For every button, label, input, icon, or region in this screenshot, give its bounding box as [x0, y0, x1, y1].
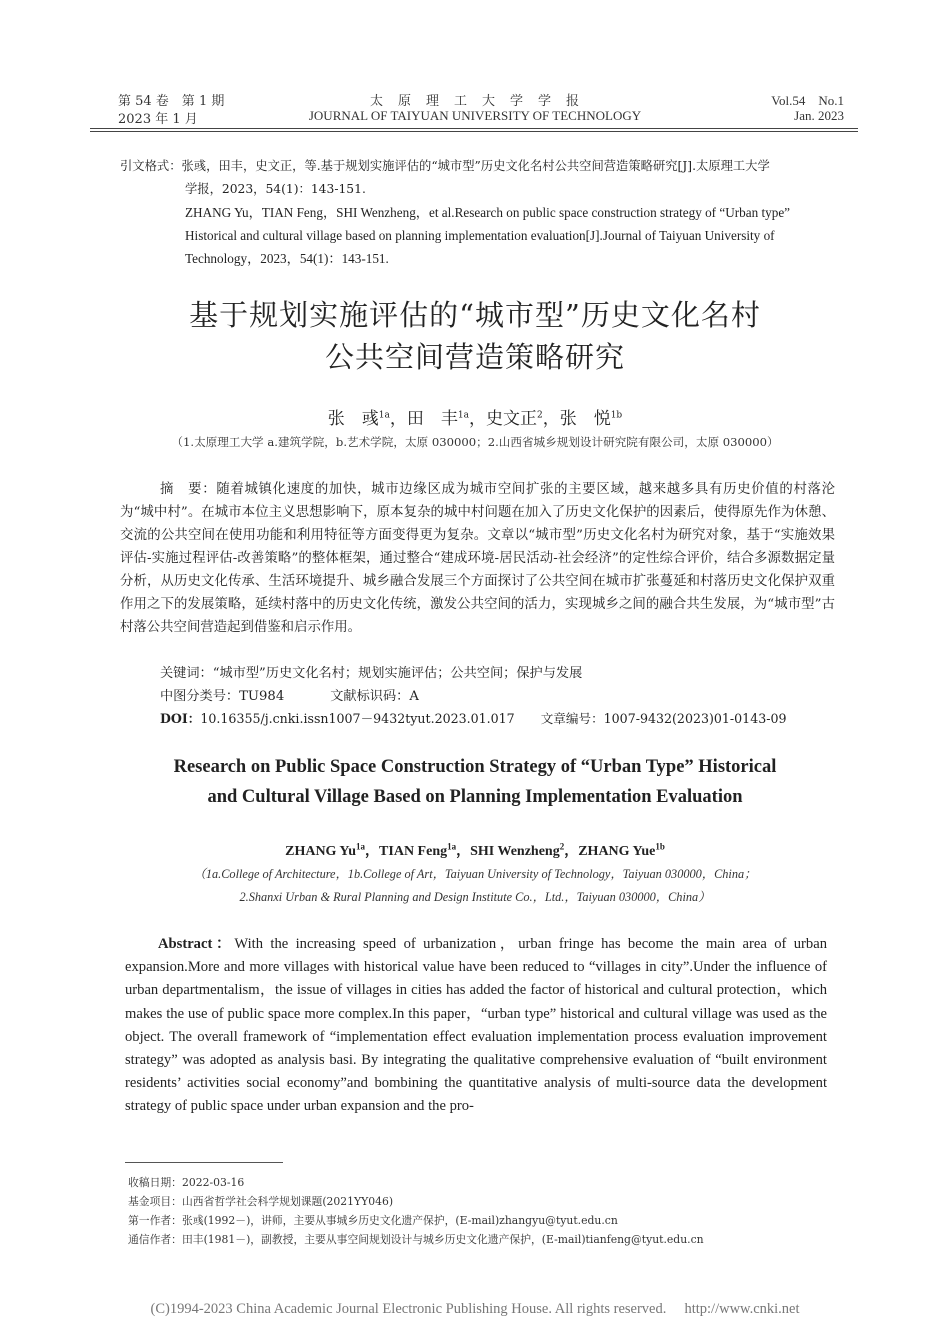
title-en-line2: and Cultural Village Based on Planning Implementation Evaluation — [207, 787, 743, 807]
keywords-label: 关键词： — [160, 666, 213, 681]
author-en: SHI Wenzheng — [470, 844, 560, 859]
citation-cn-line1: 引文格式：张彧，田丰，史文正，等.基于规划实施评估的“城市型”历史文化名村公共空间营造策略研究[J].太原理工大学 — [120, 159, 770, 173]
authors-cn: 张 彧$^{1a}$，田 丰$^{1a}$，史文正$^2$，张 悦$^{1b}$ — [327, 409, 623, 429]
author-en: ZHANG Yue — [578, 844, 656, 859]
doi-label: DOI： — [160, 711, 201, 726]
doi-line — [160, 708, 787, 727]
abstract-cn-text: 随着城镇化速度的加快，城市边缘区成为城市空间扩张的主要区域，越来越多具有历史价值的村落沦为“城中村”。在城市本位主义思想影响下，原本复杂的城中村问题在加入了历史文化保护的因素后，使得原先作为休憩、交流的公共空间在使用功能和利用特征等方面变得更为复杂。文章以“城市型”历史文化名村为研究对象，基于“实施效果评估-实施过程评估-改善策略”的整体框架，通过整合“建成环境-居民活动-社会经济”的定性综合评价，结合多源数据定量分析，从历史文化传承、生活环境提升、城乡融合发展三个方面探讨了公共空间在城市扩张蔓延和村落历史文化保护双重作用之下的发展策略，延续村落中的历史文化传统，激发公共空间的活力，实现城乡之间的融合共生发展，为“城市型”古村落公共空间营造起到借鉴和启示作用。 — [120, 482, 836, 635]
header-rule-top — [90, 128, 858, 129]
author-en: ZHANG Yu — [285, 844, 357, 859]
abstract-en — [125, 933, 827, 1119]
citation-en-line2: Historical and cultural village based on planning implementation evaluation[J].Journal of Taiyuan University of — [185, 228, 775, 243]
affiliation-en-line2: 2.Shanxi Urban & Rural Planning and Design Institute Co.，Ltd.，Taiyuan 030000，China） — [239, 890, 711, 904]
header-date: 2023 年 1 月 — [118, 112, 198, 127]
article-no-label: 文章编号： — [540, 711, 604, 726]
header-journal-cn: 太 原 理 工 大 学 学 报 — [369, 94, 580, 109]
citation-en-line3: Technology，2023，54(1)：143-151. — [185, 251, 389, 266]
title-en-line1: Research on Public Space Construction Strategy of “Urban Type” Historical — [173, 757, 777, 777]
abstract-cn-label: 摘 要： — [160, 482, 217, 497]
doi-value: 10.16355/j.cnki.issn1007－9432tyut.2023.01.017 — [200, 711, 515, 726]
affiliation-en-line1: （1a.College of Architecture，1b.College of Art，Taiyuan University of Technology，Taiyuan 030000，China； — [193, 867, 757, 881]
header-rule-bottom — [90, 131, 858, 132]
title-cn-line1: 基于规划实施评估的“城市型”历史文化名村 — [189, 298, 761, 332]
keywords-text: “城市型”历史文化名村；规划实施评估；公共空间；保护与发展 — [212, 666, 583, 681]
doc-code-label: 文献标识码： — [330, 689, 410, 704]
clc-label: 中图分类号： — [160, 689, 240, 704]
title-cn-line2: 公共空间营造策略研究 — [324, 340, 625, 374]
abstract-cn — [120, 478, 835, 639]
affiliation-cn: （1.太原理工大学 a.建筑学院，b.艺术学院，太原 030000；2.山西省城乡规划设计研究院有限公司，太原 030000） — [171, 435, 779, 449]
keywords — [160, 662, 582, 681]
clc-value: TU984 — [239, 689, 285, 704]
classification — [160, 685, 419, 704]
author-cn: 史文正 — [485, 409, 537, 429]
author-cn: 张 悦 — [559, 409, 611, 429]
footnote-fund: 基金项目：山西省哲学社会科学规划课题(2021YY046) — [128, 1195, 394, 1208]
doc-code-value: A — [409, 689, 419, 704]
article-no-value: 1007-9432(2023)01-0143-09 — [603, 711, 787, 726]
header-journal-en: JOURNAL OF TAIYUAN UNIVERSITY OF TECHNOLOGY — [308, 108, 642, 123]
abstract-en-label: Abstract： — [158, 936, 235, 952]
citation-en-line1: ZHANG Yu，TIAN Feng，SHI Wenzheng，et al.Research on public space construction strategy of “Urban type” — [185, 205, 791, 220]
citation-block — [120, 155, 860, 270]
header-issue: 第 54 卷 第 1 期 — [118, 94, 225, 109]
footnote-first-author: 第一作者：张彧(1992－)，讲师，主要从事城乡历史文化遗产保护，(E-mail)zhangyu@tyut.edu.cn — [128, 1214, 618, 1227]
authors-en: ZHANG $Yu^{1a}$，TIAN Feng$^{1a}$，SHI Wenzheng$^2$，ZHANG Yue$^{1b}$ — [285, 841, 665, 859]
header-volume: Vol.54 No.1 — [771, 93, 844, 108]
copyright-footer: (C)1994-2023 China Academic Journal Electronic Publishing House. All rights reserved. http://www.cnki.net — [150, 1301, 800, 1317]
footnote-rule — [125, 1162, 283, 1163]
header-month: Jan. 2023 — [794, 108, 844, 123]
author-cn: 张 彧 — [327, 409, 379, 429]
author-en: TIAN Feng — [379, 844, 448, 859]
footnote-received: 收稿日期：2022-03-16 — [128, 1176, 245, 1189]
citation-cn-line2: 学报，2023，54(1)：143-151. — [185, 182, 366, 196]
author-cn: 田 丰 — [406, 409, 458, 429]
abstract-en-text: With the increasing speed of urbanization，urban fringe has become the main area of urban expansion.More and more villages with historical value have been reduced to “villages in city”.Under the influence of urban departmentalism，the issue of villages in cities has added the factor of historical and cultural protection，which makes the use of public space more complex.In this paper，“urban type” historical and cultural village was used as the object. The overall framework of “implementation effect evaluation implementation process evaluation improvement strategy” was adopted as analysis basi. By integrating the qualitative comprehensive evaluation of “built environment residents’ activities social economy”and bombining the quantitative analysis of multi-source data the development strategy of public space under urban expansion and the pro- — [125, 936, 827, 1115]
footnote-corresponding: 通信作者：田丰(1981－)，副教授，主要从事空间规划设计与城乡历史文化遗产保护，(E-mail)tianfeng@tyut.edu.cn — [128, 1233, 704, 1246]
